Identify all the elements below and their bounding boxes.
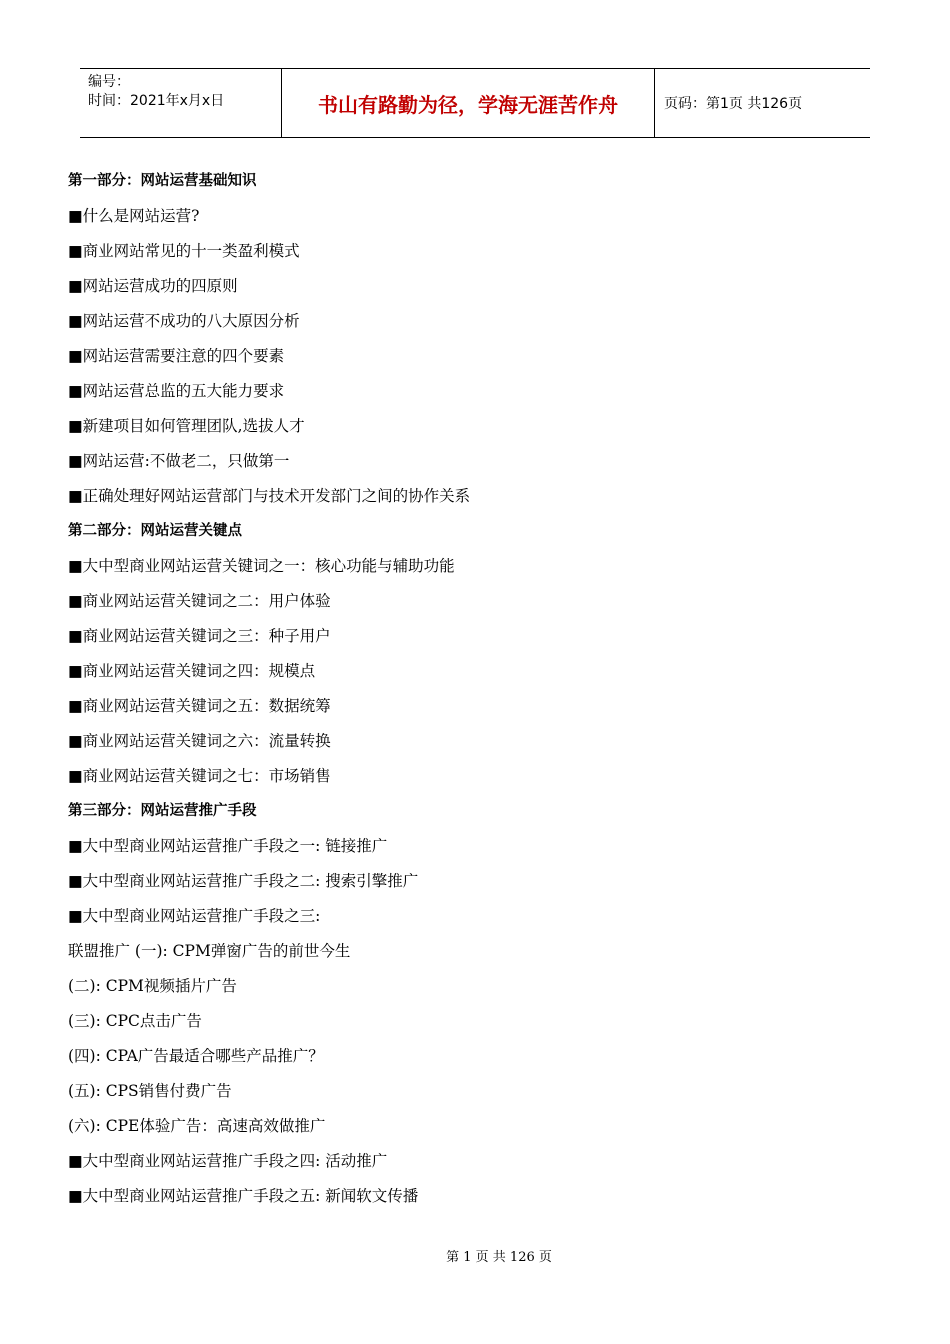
list-item: ■新建项目如何管理团队,选拔人才 (68, 417, 305, 435)
list-item: ■网站运营总监的五大能力要求 (68, 382, 285, 400)
section-heading: 第三部分：网站运营推广手段 (68, 803, 257, 819)
list-item: ■大中型商业网站运营推广手段之二: 搜索引擎推广 (68, 872, 419, 890)
list-item: ■网站运营需要注意的四个要素 (68, 347, 285, 365)
list-item: ■网站运营不成功的八大原因分析 (68, 312, 300, 330)
section-heading: 第一部分：网站运营基础知识 (68, 173, 257, 189)
list-item: ■商业网站运营关键词之四：规模点 (68, 662, 316, 680)
date-label: 时间：2021年x月x日 (88, 93, 225, 109)
list-item: ■商业网站运营关键词之三：种子用户 (68, 627, 331, 645)
header-left-cell (80, 69, 282, 137)
list-item: ■正确处理好网站运营部门与技术开发部门之间的协作关系 (68, 487, 471, 505)
motto-text: 书山有路勤为径，学海无涯苦作舟 (318, 92, 618, 117)
list-item: ■商业网站运营关键词之二：用户体验 (68, 592, 331, 610)
number-label: 编号： (88, 74, 130, 90)
page-header (80, 68, 870, 138)
list-item: ■商业网站运营关键词之五：数据统筹 (68, 697, 331, 715)
page-footer (0, 1246, 950, 1265)
list-item: ■商业网站常见的十一类盈利模式 (68, 242, 300, 260)
list-item: ■大中型商业网站运营推广手段之五: 新闻软文传播 (68, 1187, 419, 1205)
section-heading: 第二部分：网站运营关键点 (68, 523, 242, 539)
list-item: (六): CPE体验广告：高速高效做推广 (68, 1117, 326, 1135)
list-item: (五): CPS销售付费广告 (68, 1082, 232, 1100)
list-item: ■商业网站运营关键词之六：流量转换 (68, 732, 331, 750)
list-item: (四): CPA广告最适合哪些产品推广？ (68, 1047, 324, 1065)
footer-page-number: 第 1 页 共 126 页 (446, 1250, 552, 1265)
page-label: 页码：第1页 共126页 (664, 96, 803, 112)
list-item: ■大中型商业网站运营关键词之一：核心功能与辅助功能 (68, 557, 455, 575)
list-item: ■商业网站运营关键词之七：市场销售 (68, 767, 331, 785)
document-body (68, 170, 888, 1220)
header-motto-cell (282, 69, 655, 137)
list-item: ■什么是网站运营? (68, 207, 200, 225)
list-item: ■大中型商业网站运营推广手段之四: 活动推广 (68, 1152, 388, 1170)
list-item: ■大中型商业网站运营推广手段之三: (68, 907, 321, 925)
list-item: ■大中型商业网站运营推广手段之一: 链接推广 (68, 837, 388, 855)
list-item: ■网站运营成功的四原则 (68, 277, 238, 295)
header-page-cell (655, 69, 870, 137)
list-item: (二): CPM视频插片广告 (68, 977, 237, 995)
list-item: 联盟推广 (一): CPM弹窗广告的前世今生 (68, 942, 351, 960)
list-item: (三): CPC点击广告 (68, 1012, 202, 1030)
list-item: ■网站运营:不做老二，只做第一 (68, 452, 290, 470)
